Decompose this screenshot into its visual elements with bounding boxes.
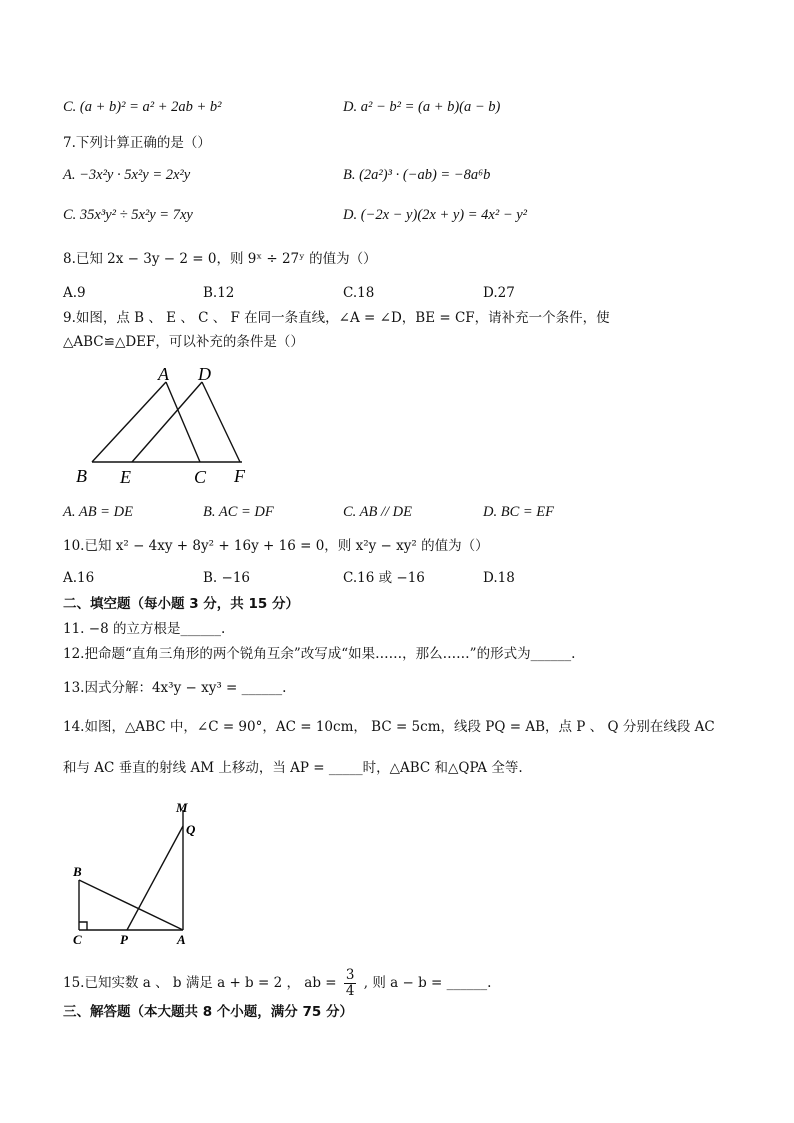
label-q: Q: [186, 822, 196, 837]
label-b: B: [73, 864, 82, 879]
label-a: A: [158, 364, 169, 384]
q6-option-d: D. a² − b² = (a + b)(a − b): [343, 99, 501, 115]
q9-figure: [70, 360, 270, 488]
q10-stem: 10.已知 x² − 4xy + 8y² + 16y + 16 = 0，则 x²y − xy² 的值为（）: [63, 538, 489, 554]
q15-fraction: [344, 968, 357, 999]
q13: 13.因式分解：4x³y − xy³ = ______.: [63, 680, 287, 696]
q15-fraction-denominator: 4: [345, 983, 355, 999]
q8-option-a: A.9: [63, 285, 86, 301]
q14-figure: [66, 798, 206, 950]
segment-pq: [127, 826, 183, 930]
section-2-heading: 二、填空题（每小题 3 分，共 15 分）: [63, 596, 299, 612]
label-a: A: [177, 932, 186, 947]
label-p: P: [120, 932, 128, 947]
right-angle-mark: [79, 922, 87, 930]
q8-option-b: B.12: [203, 285, 235, 301]
q9-option-c: C. AB // DE: [343, 504, 413, 520]
label-e: E: [120, 467, 131, 487]
q15-post: , 则 a − b = ______.: [363, 975, 492, 991]
label-f: F: [234, 466, 245, 486]
q9-option-b: B. AC = DF: [203, 504, 274, 520]
q10-option-b: B. −16: [203, 570, 250, 586]
label-d: D: [198, 364, 211, 384]
q10-option-d: D.18: [483, 570, 515, 586]
q9-option-d: D. BC = EF: [483, 504, 554, 520]
q15-fraction-numerator: 3: [345, 967, 355, 983]
q15: [63, 968, 491, 999]
q9-stem-line1: 9.如图，点 B 、 E 、 C 、 F 在同一条直线，∠A = ∠D，BE = CF，请补充一个条件，使: [63, 310, 610, 326]
q15-pre: 15.已知实数 a 、 b 满足 a + b = 2 ， ab =: [63, 975, 337, 991]
q8-stem: 8.已知 2x − 3y − 2 = 0，则 9ˣ ÷ 27ʸ 的值为（）: [63, 251, 377, 267]
q7-option-c: C. 35x³y² ÷ 5x²y = 7xy: [63, 207, 193, 223]
segment-df: [202, 382, 240, 462]
q9-option-a: A. AB = DE: [63, 504, 133, 520]
q8-option-d: D.27: [483, 285, 515, 301]
q8-option-c: C.18: [343, 285, 375, 301]
q10-option-c: C.16 或 −16: [343, 570, 425, 586]
q11: 11. −8 的立方根是______.: [63, 621, 226, 637]
segment-ba: [92, 382, 166, 462]
q6-option-c: C. (a + b)² = a² + 2ab + b²: [63, 99, 222, 115]
q10-option-a: A.16: [63, 570, 95, 586]
label-c: C: [194, 467, 207, 487]
q7-option-a: A. −3x²y · 5x²y = 2x²y: [63, 167, 191, 183]
q7-option-d: D. (−2x − y)(2x + y) = 4x² − y²: [343, 207, 528, 223]
q7-option-b: B. (2a²)³ · (−ab) = −8a⁶b: [343, 167, 491, 183]
label-b: B: [76, 466, 87, 486]
q7-stem: 7.下列计算正确的是（）: [63, 135, 211, 151]
segment-ac: [166, 382, 200, 462]
section-3-heading: 三、解答题（本大题共 8 个小题，满分 75 分）: [63, 1004, 353, 1020]
segment-ed: [132, 382, 202, 462]
label-c: C: [73, 932, 82, 947]
q12: 12.把命题“直角三角形的两个锐角互余”改写成“如果……，那么……”的形式为______.: [63, 646, 576, 662]
q9-stem-line2: △ABC≌△DEF，可以补充的条件是（）: [63, 334, 304, 350]
q14-line1: 14.如图，△ABC 中，∠C = 90°，AC = 10cm， BC = 5cm，线段 PQ = AB，点 P 、 Q 分别在线段 AC: [63, 719, 715, 735]
q14-line2: 和与 AC 垂直的射线 AM 上移动，当 AP = _____时，△ABC 和△QPA 全等.: [63, 760, 523, 776]
label-m: M: [176, 800, 188, 815]
